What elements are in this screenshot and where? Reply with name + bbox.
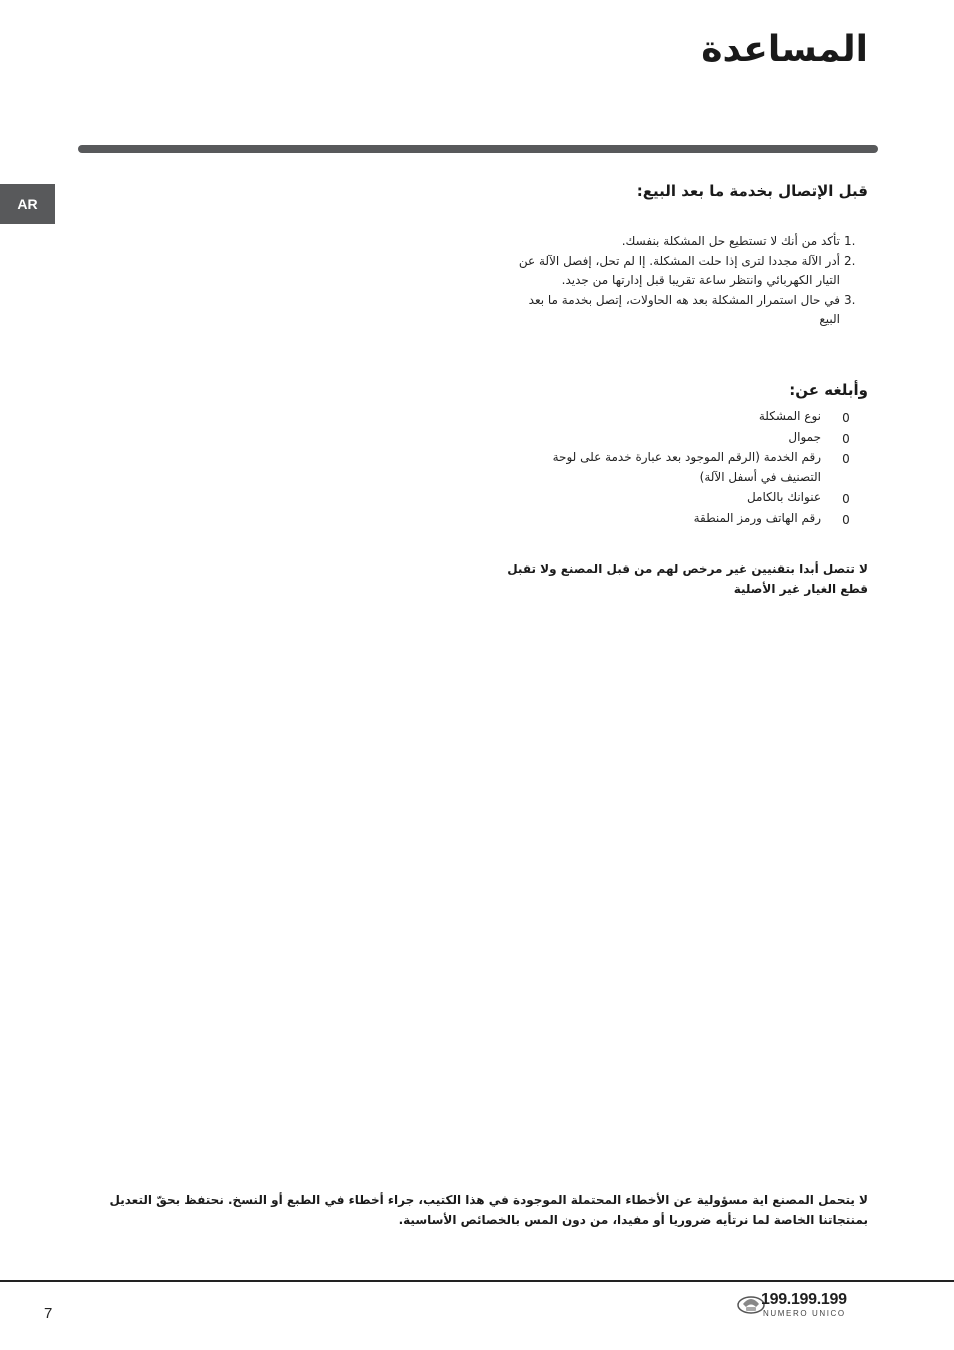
step-text: تأكد من أنك لا تستطيع حل المشكلة بنفسك.	[621, 234, 840, 248]
footer-divider	[0, 1280, 954, 1282]
step-text: في حال استمرار المشكلة بعد هه الحاولات، إتصل بخدمة ما بعد البيع	[528, 292, 840, 326]
service-number-logo	[737, 1289, 872, 1319]
list-item	[510, 252, 856, 291]
step-text: أدر الآلة مجددا لترى إذا حلت المشكلة. إا لم تحل، إفصل الآلة عن التيار الكهربائي وانتظر ساعة تقريبا قبل إدارتها من جديد.	[518, 253, 840, 287]
bullet-marker: 0	[842, 411, 850, 425]
contact-steps-list	[510, 232, 856, 330]
warning-note: لا تتصل أبدا بتقنيين غير مرخص لهم من قبل المصنع ولا تقبل قطع الغيار غير الأصلية	[507, 562, 868, 596]
logo-number: 199.199.199	[761, 1291, 847, 1308]
list-item	[510, 232, 856, 252]
page-number: 7	[44, 1305, 53, 1322]
list-item	[510, 291, 856, 330]
contact-section-heading: قبل الإتصال بخدمة ما بعد البيع:	[636, 182, 868, 200]
report-section-heading: وأبلغه عن:	[789, 381, 868, 399]
step-number: 3.	[844, 292, 856, 307]
list-item	[521, 488, 850, 508]
list-item	[521, 407, 850, 427]
report-item-text: عنوانك بالكامل	[746, 490, 821, 504]
step-number: 1.	[844, 234, 856, 248]
step-number: 2.	[844, 253, 856, 268]
report-item-text: رقم الهاتف ورمز المنطقة	[693, 510, 821, 525]
list-item	[521, 428, 850, 448]
list-item	[521, 509, 850, 529]
report-items-list	[521, 407, 850, 529]
logo-caption: NUMERO UNICO	[763, 1309, 846, 1318]
bullet-marker: 0	[842, 512, 850, 527]
report-item-text: نوع المشكلة	[758, 409, 821, 423]
page-title: المساعدة	[701, 29, 868, 70]
report-item-text: جموال	[788, 429, 821, 444]
list-item	[521, 448, 850, 487]
bullet-marker: 0	[842, 431, 850, 446]
title-divider	[78, 145, 878, 153]
language-tab[interactable]: AR	[0, 184, 55, 224]
report-item-text: رقم الخدمة (الرقم الموجود بعد عبارة خدمة على لوحة التصنيف في أسفل الآلة)	[552, 450, 821, 484]
bullet-marker: 0	[842, 492, 850, 506]
bullet-marker: 0	[842, 452, 850, 466]
disclaimer-note: لا يتحمل المصنع اية مسؤولية عن الأخطاء المحتملة الموجودة في هذا الكتيب، جراء أخطاء في الطبع أو النسخ. نحتفظ بحقّ التعديل بمنتجاتنا الخاصة لما نرتأيه ضروريا أو مفيدا، من دون المس بالخصائص الأساسية.	[109, 1193, 868, 1227]
